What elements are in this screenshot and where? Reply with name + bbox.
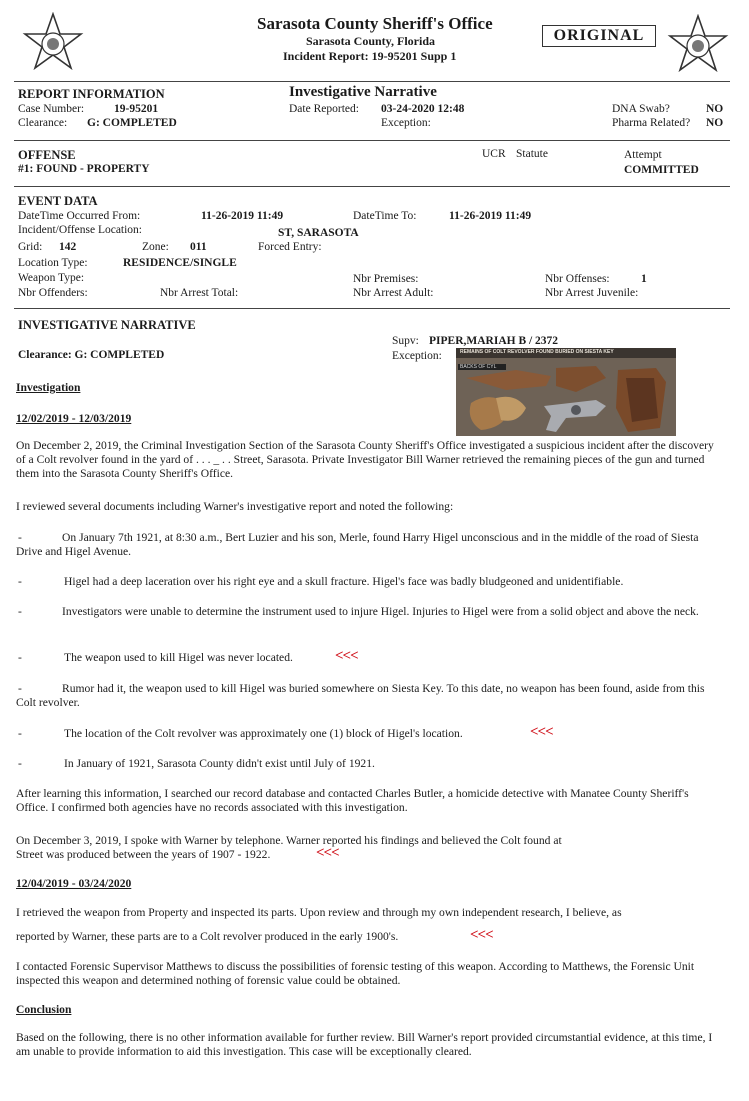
forced-entry-label: Forced Entry: <box>258 241 322 253</box>
date-range-2: 12/04/2019 - 03/24/2020 <box>16 877 132 890</box>
bullet-dash: - <box>18 727 22 740</box>
grid-value: 142 <box>59 241 77 253</box>
attempt-value: COMMITTED <box>624 164 699 176</box>
sheriff-badge-left <box>22 12 84 74</box>
offense-item: #1: FOUND - PROPERTY <box>18 163 150 175</box>
bullet-dash: - <box>18 605 22 618</box>
arrest-total-label: Nbr Arrest Total: <box>160 287 239 299</box>
attempt-label: Attempt <box>624 149 662 161</box>
date-reported-label: Date Reported: <box>289 103 359 115</box>
bullet-2: Higel had a deep laceration over his right eye and a skull fracture. Higel's face was badly bludgeoned and unidentifiable. <box>64 575 624 588</box>
narrative-section-title: INVESTIGATIVE NARRATIVE <box>18 318 196 332</box>
red-arrow-marker: <<< <box>470 927 493 943</box>
location-type-value: RESIDENCE/SINGLE <box>123 257 237 269</box>
heading-investigation: Investigation <box>16 381 81 394</box>
occurred-from-label: DateTime Occurred From: <box>18 210 141 222</box>
dna-swab-value: NO <box>706 103 724 115</box>
bullet-dash: - <box>18 682 22 695</box>
divider <box>14 140 730 141</box>
bullet-6: The location of the Colt revolver was approximately one (1) block of Higel's location. <box>64 727 463 740</box>
weapon-type-label: Weapon Type: <box>18 272 85 284</box>
paragraph-4-line-2: Street was produced between the years of 1907 - 1922. <box>16 848 271 861</box>
case-number-value: 19-95201 <box>114 103 159 115</box>
narrative-title: Investigative Narrative <box>289 84 437 100</box>
bullet-4: The weapon used to kill Higel was never located. <box>64 651 293 664</box>
date-reported-value: 03-24-2020 12:48 <box>381 103 465 115</box>
location-label: Incident/Offense Location: <box>18 224 143 236</box>
report-info-title: REPORT INFORMATION <box>18 87 165 101</box>
location-type-label: Location Type: <box>18 257 88 269</box>
red-arrow-marker: <<< <box>530 724 553 740</box>
photo-caption: REMAINS OF COLT REVOLVER FOUND BURIED ON SIESTA KEY <box>460 349 614 355</box>
case-number-label: Case Number: <box>18 103 85 115</box>
divider <box>14 186 730 187</box>
bullet-1: On January 7th 1921, at 8:30 a.m., Bert Luzier and his son, Merle, found Harry Higel unconscious and in the middle of the road of Siesta Drive and Higel Avenue. <box>16 531 699 558</box>
agency-title: Sarasota County Sheriff's Office <box>257 14 493 33</box>
paragraph-7: Based on the following, there is no other information available for further review. Bill Warner's report provided circumstantial evidence, at this time, I am unable to provide information to aid this investigation. This case will be exceptionally cleared. <box>16 1031 713 1058</box>
bullet-dash: - <box>18 651 22 664</box>
offenders-label: Nbr Offenders: <box>18 287 88 299</box>
clearance-value: G: COMPLETED <box>87 117 177 129</box>
sheriff-badge-right <box>667 14 729 76</box>
photo-tag: BACKS OF CYL <box>460 364 497 370</box>
paragraph-3: After learning this information, I searched our record database and contacted Charles Butler, a homicide detective with Manatee County Sheriff's Office. I confirmed both agencies have no records associated with this investigation. <box>16 787 689 814</box>
grid-label: Grid: <box>18 241 43 253</box>
offenses-value: 1 <box>641 273 647 285</box>
divider <box>14 81 730 82</box>
dna-swab-label: DNA Swab? <box>612 103 670 115</box>
supervisor-value: PIPER,MARIAH B / 2372 <box>429 335 559 347</box>
datetime-to-label: DateTime To: <box>353 210 417 222</box>
bullet-dash: - <box>18 575 22 588</box>
bullet-5: Rumor had it, the weapon used to kill Higel was buried somewhere on Siesta Key. To this date, no weapon has been found, aside from this Colt revolver. <box>16 682 705 709</box>
paragraph-1: On December 2, 2019, the Criminal Investigation Section of the Sarasota County Sheriff's Office investigated a suspicious incident after the discovery of a Colt revolver found in the yard of . . . _ . . Street, Sarasota. Private Investigator Bill Warner retrieved the remaining pieces of the gun and turned them into the Sarasota County Sheriff's Office. <box>16 439 714 480</box>
red-arrow-marker: <<< <box>335 648 358 664</box>
red-arrow-marker: <<< <box>316 845 339 861</box>
ucr-label: UCR <box>482 148 506 160</box>
divider <box>14 308 730 309</box>
clearance-label: Clearance: <box>18 117 68 129</box>
revolver-remains-image <box>456 348 676 436</box>
heading-conclusion: Conclusion <box>16 1003 72 1016</box>
pharma-value: NO <box>706 117 724 129</box>
county-subtitle: Sarasota County, Florida <box>306 34 436 48</box>
narrative-exception-label: Exception: <box>392 350 442 362</box>
offense-title: OFFENSE <box>18 148 76 162</box>
incident-number: Incident Report: 19-95201 Supp 1 <box>283 49 457 63</box>
exception-label: Exception: <box>381 117 431 129</box>
pharma-label: Pharma Related? <box>612 117 691 129</box>
occurred-from-value: 11-26-2019 11:49 <box>201 210 284 222</box>
original-stamp: ORIGINAL <box>542 25 656 47</box>
narrative-clearance: Clearance: G: COMPLETED <box>18 349 165 361</box>
arrest-juvenile-label: Nbr Arrest Juvenile: <box>545 287 639 299</box>
zone-label: Zone: <box>142 241 169 253</box>
paragraph-2: I reviewed several documents including Warner's investigative report and noted the following: <box>16 500 454 513</box>
premises-label: Nbr Premises: <box>353 273 419 285</box>
bullet-7: In January of 1921, Sarasota County didn't exist until July of 1921. <box>64 757 375 770</box>
evidence-photo <box>456 348 676 436</box>
zone-value: 011 <box>190 241 207 253</box>
paragraph-4-line-1: On December 3, 2019, I spoke with Warner by telephone. Warner reported his findings and believed the Colt found at <box>16 834 562 847</box>
bullet-dash: - <box>18 531 22 544</box>
bullet-dash: - <box>18 757 22 770</box>
paragraph-5-line-2: reported by Warner, these parts are to a Colt revolver produced in the early 1900's. <box>16 930 399 943</box>
location-value: ST, SARASOTA <box>278 227 359 239</box>
paragraph-5-line-1: I retrieved the weapon from Property and inspected its parts. Upon review and through my own independent research, I believe, as <box>16 906 622 919</box>
event-data-title: EVENT DATA <box>18 194 98 208</box>
arrest-adult-label: Nbr Arrest Adult: <box>353 287 434 299</box>
offenses-label: Nbr Offenses: <box>545 273 610 285</box>
bullet-3: Investigators were unable to determine the instrument used to injure Higel. Injuries to Higel were from a solid object and above the neck. <box>62 605 699 618</box>
datetime-to-value: 11-26-2019 11:49 <box>449 210 532 222</box>
date-range-1: 12/02/2019 - 12/03/2019 <box>16 412 132 425</box>
paragraph-6: I contacted Forensic Supervisor Matthews to discuss the possibilities of forensic testing of this weapon. According to Matthews, the Forensic Unit inspected this weapon and determined nothing of forensic value could be obtained. <box>16 960 695 987</box>
supervisor-label: Supv: <box>392 335 419 347</box>
statute-label: Statute <box>516 148 548 160</box>
